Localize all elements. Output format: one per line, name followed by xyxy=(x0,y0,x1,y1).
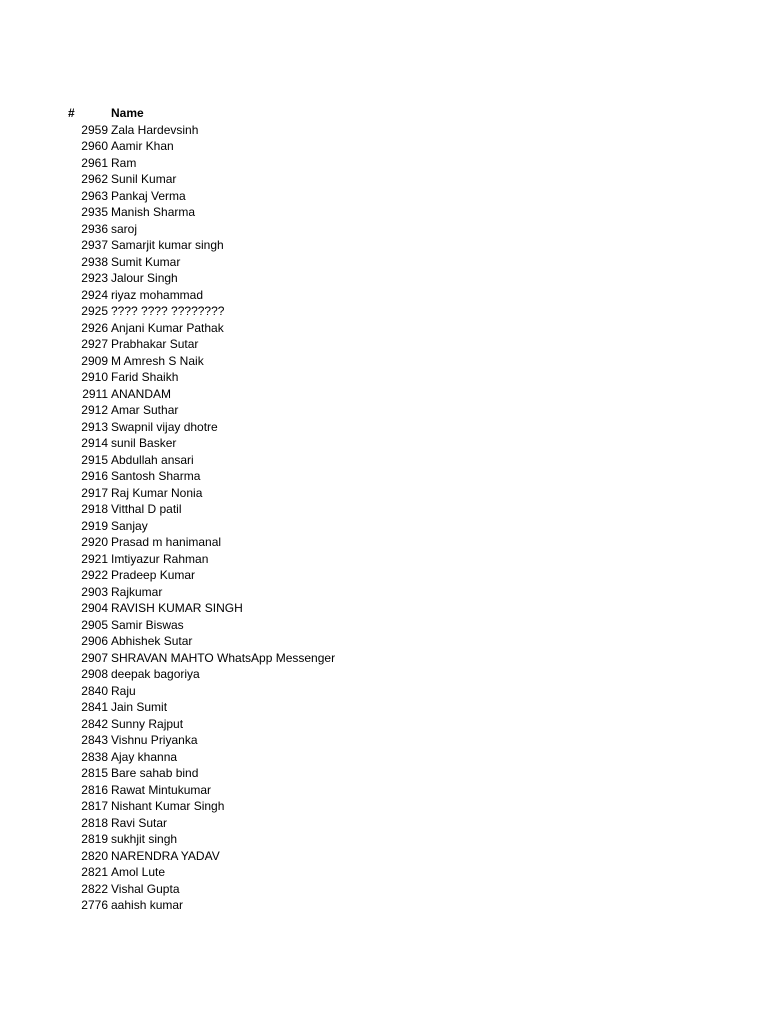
row-number: 2917 xyxy=(81,485,108,500)
row-name: SHRAVAN MAHTO WhatsApp Messenger xyxy=(111,650,336,665)
row-number: 2815 xyxy=(81,766,108,780)
row-number: 2776 xyxy=(81,898,108,912)
row-name: Vishnu Priyanka xyxy=(111,733,198,747)
row-name: Abhishek Sutar xyxy=(111,634,193,648)
row-name: Pradeep Kumar xyxy=(111,568,196,582)
row-number: 2910 xyxy=(81,370,108,384)
list-row xyxy=(0,600,768,617)
row-number: 2935 xyxy=(81,205,108,219)
list-row xyxy=(0,468,768,485)
row-number: 2908 xyxy=(81,667,108,681)
name-list-sheet xyxy=(0,105,768,914)
row-number: 2817 xyxy=(81,799,108,813)
row-number: 2921 xyxy=(81,551,108,566)
list-row xyxy=(0,881,768,898)
row-name: Bare sahab bind xyxy=(111,766,199,780)
list-row xyxy=(0,666,768,683)
list-row xyxy=(0,270,768,287)
list-row xyxy=(0,138,768,155)
list-row xyxy=(0,501,768,518)
list-row xyxy=(0,831,768,848)
list-row xyxy=(0,435,768,452)
row-name: Samir Biswas xyxy=(111,617,184,632)
row-number: 2925 xyxy=(81,304,108,318)
list-row xyxy=(0,353,768,370)
column-header-number: # xyxy=(68,106,75,120)
list-row xyxy=(0,386,768,403)
row-number: 2838 xyxy=(81,749,108,764)
list-row xyxy=(0,848,768,865)
row-name: Sunny Rajput xyxy=(111,716,184,731)
row-number: 2842 xyxy=(81,716,108,731)
row-name: ANANDAM xyxy=(111,386,172,401)
row-number: 2916 xyxy=(81,469,108,483)
list-row xyxy=(0,815,768,832)
header-row xyxy=(0,105,768,122)
list-row xyxy=(0,369,768,386)
list-row xyxy=(0,683,768,700)
list-row xyxy=(0,716,768,733)
row-number: 2816 xyxy=(81,782,108,797)
row-number: 2914 xyxy=(81,436,108,450)
list-row xyxy=(0,336,768,353)
row-name: Swapnil vijay dhotre xyxy=(111,419,218,434)
row-number: 2911 xyxy=(82,386,108,401)
row-name: Sunil Kumar xyxy=(111,172,177,186)
row-name: aahish kumar xyxy=(111,898,184,912)
row-name: Farid Shaikh xyxy=(111,370,179,384)
list-row xyxy=(0,303,768,320)
row-number: 2915 xyxy=(81,452,108,467)
row-number: 2919 xyxy=(81,518,108,533)
row-name: Ram xyxy=(111,155,137,170)
row-number: 2903 xyxy=(81,584,108,599)
list-row xyxy=(0,633,768,650)
list-row xyxy=(0,584,768,601)
row-name: Vitthal D patil xyxy=(111,502,182,516)
row-number: 2937 xyxy=(81,238,108,252)
row-number: 2938 xyxy=(81,254,108,269)
list-row xyxy=(0,485,768,502)
list-row xyxy=(0,534,768,551)
row-number: 2907 xyxy=(81,650,108,665)
list-row xyxy=(0,171,768,188)
row-number: 2963 xyxy=(81,188,108,203)
row-name: Rajkumar xyxy=(111,584,163,599)
row-number: 2818 xyxy=(81,815,108,830)
row-number: 2922 xyxy=(81,568,108,582)
row-number: 2843 xyxy=(81,733,108,747)
list-row xyxy=(0,254,768,271)
row-name: Prabhakar Sutar xyxy=(111,337,199,351)
row-number: 2822 xyxy=(81,881,108,896)
row-name: Ajay khanna xyxy=(111,749,178,764)
list-row xyxy=(0,419,768,436)
row-name: Aamir Khan xyxy=(111,139,174,153)
row-number: 2924 xyxy=(81,287,108,302)
row-name: ???? ???? ???????? xyxy=(111,304,225,318)
row-name: deepak bagoriya xyxy=(111,667,200,681)
list-row xyxy=(0,287,768,304)
list-row xyxy=(0,237,768,254)
row-name: Raj Kumar Nonia xyxy=(111,485,203,500)
list-row xyxy=(0,155,768,172)
row-name: Sumit Kumar xyxy=(111,254,181,269)
row-number: 2959 xyxy=(81,122,108,137)
row-number: 2841 xyxy=(81,700,108,714)
list-row xyxy=(0,188,768,205)
row-number: 2821 xyxy=(81,865,108,879)
row-name: Manish Sharma xyxy=(111,205,196,219)
row-number: 2961 xyxy=(81,155,108,170)
row-number: 2927 xyxy=(81,337,108,351)
row-name: Zala Hardevsinh xyxy=(111,122,199,137)
row-name: Nishant Kumar Singh xyxy=(111,799,225,813)
row-number: 2906 xyxy=(81,634,108,648)
row-name: Ravi Sutar xyxy=(111,815,168,830)
list-row xyxy=(0,567,768,584)
list-row xyxy=(0,650,768,667)
row-name: Abdullah ansari xyxy=(111,452,194,467)
list-row xyxy=(0,320,768,337)
row-name: Anjani Kumar Pathak xyxy=(111,320,224,335)
row-number: 2820 xyxy=(81,848,108,863)
list-row xyxy=(0,782,768,799)
column-header-name: Name xyxy=(111,106,144,120)
row-number: 2913 xyxy=(81,419,108,434)
row-name: Raju xyxy=(111,683,136,698)
list-row xyxy=(0,749,768,766)
row-name: Samarjit kumar singh xyxy=(111,238,224,252)
row-name: Amar Suthar xyxy=(111,403,179,417)
list-row xyxy=(0,864,768,881)
list-row xyxy=(0,402,768,419)
list-row xyxy=(0,897,768,914)
row-number: 2918 xyxy=(81,502,108,516)
row-number: 2936 xyxy=(81,221,108,236)
row-number: 2962 xyxy=(81,172,108,186)
list-row xyxy=(0,221,768,238)
row-number: 2923 xyxy=(81,271,108,285)
row-name: Pankaj Verma xyxy=(111,188,186,203)
row-name: saroj xyxy=(111,221,138,236)
row-name: Jalour Singh xyxy=(111,271,178,285)
list-row xyxy=(0,732,768,749)
row-name: riyaz mohammad xyxy=(111,287,204,302)
row-name: Sanjay xyxy=(111,518,148,533)
row-name: NARENDRA YADAV xyxy=(111,848,220,863)
row-number: 2920 xyxy=(81,535,108,549)
row-number: 2819 xyxy=(81,832,108,846)
row-name: RAVISH KUMAR SINGH xyxy=(111,601,243,615)
list-row xyxy=(0,204,768,221)
list-row xyxy=(0,452,768,469)
list-row xyxy=(0,699,768,716)
row-number: 2926 xyxy=(81,320,108,335)
list-row xyxy=(0,765,768,782)
list-row xyxy=(0,518,768,535)
list-row xyxy=(0,798,768,815)
list-row xyxy=(0,122,768,139)
row-name: Jain Sumit xyxy=(111,700,168,714)
row-number: 2904 xyxy=(81,601,108,615)
row-number: 2905 xyxy=(81,617,108,632)
row-name: Vishal Gupta xyxy=(111,881,180,896)
row-name: Prasad m hanimanal xyxy=(111,535,222,549)
row-number: 2960 xyxy=(81,139,108,153)
row-number: 2840 xyxy=(81,683,108,698)
list-row xyxy=(0,551,768,568)
list-row xyxy=(0,617,768,634)
row-name: sukhjit singh xyxy=(111,832,178,846)
row-name: Imtiyazur Rahman xyxy=(111,551,209,566)
row-name: Amol Lute xyxy=(111,865,166,879)
row-name: sunil Basker xyxy=(111,436,177,450)
row-name: Santosh Sharma xyxy=(111,469,201,483)
row-number: 2909 xyxy=(81,353,108,368)
row-number: 2912 xyxy=(81,403,108,417)
rows-container xyxy=(0,122,768,914)
row-name: M Amresh S Naik xyxy=(111,353,204,368)
row-name: Rawat Mintukumar xyxy=(111,782,212,797)
